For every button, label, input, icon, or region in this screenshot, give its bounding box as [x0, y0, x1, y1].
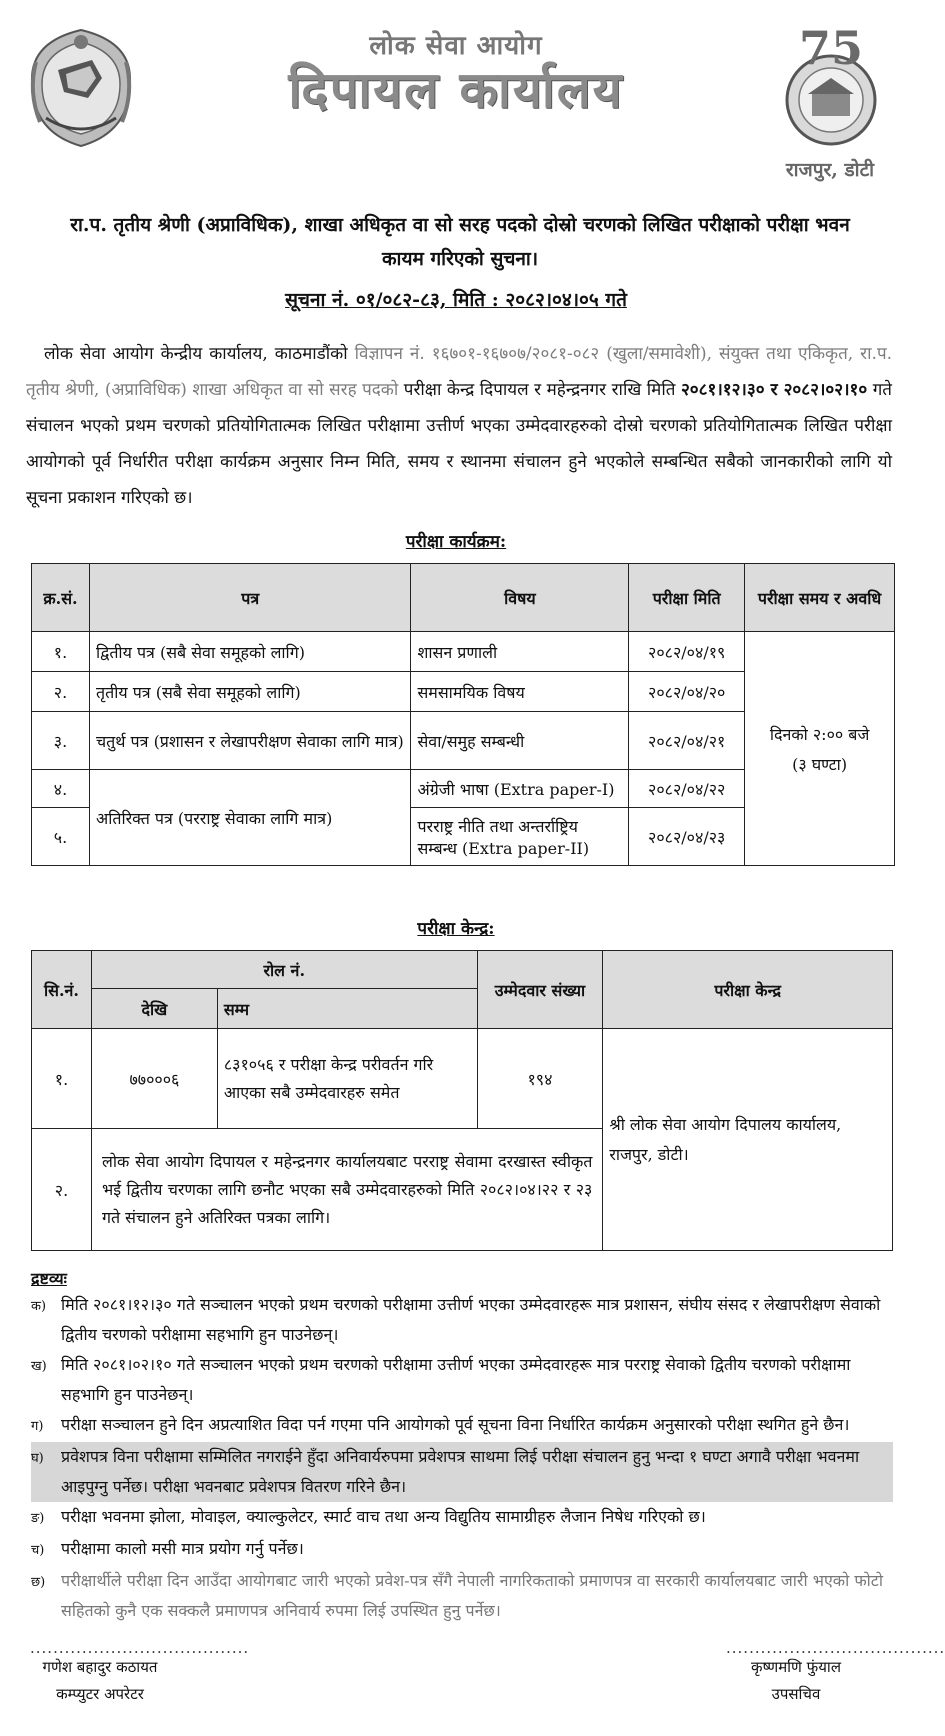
note-item: [31, 1534, 893, 1566]
header-time: परीक्षा समय र अवधि: [745, 564, 895, 632]
notes-list: [31, 1290, 893, 1626]
signatory-title: कम्प्युटर अपरेटर: [56, 1685, 144, 1703]
schedule-header-row: [32, 564, 895, 632]
note-marker: छ): [31, 1575, 46, 1590]
office-location: राजपुर, डोटी: [785, 159, 875, 181]
note-text: मिति २०८१।०२।१० गते सञ्चालन भएको प्रथम चरणको परीक्षामा उत्तीर्ण भएका उम्मेदवारहरू मात्र परराष्ट्र सेवाको द्वितीय चरणको परीक्षामा सहभागि हुन पाउनेछन्।: [61, 1355, 851, 1404]
anniversary-emblem: [772, 22, 890, 152]
centers-title: परीक्षा केन्द्र:: [417, 919, 495, 939]
note-text: परीक्षार्थीले परीक्षा दिन आउँदा आयोगबाट जारी भएको प्रवेश-पत्र सँगै नेपाली नागरिकताको प्रमाणपत्र वा सरकारी कार्यालयबाट जारी भएको फोटो सहितको कुनै एक सक्कलै प्रमाणपत्र अनिवार्य रुपमा लिई उपस्थित हुनु पर्नेछ।: [61, 1571, 884, 1620]
row-sn: ४.: [32, 770, 90, 808]
row-sn: ३.: [32, 712, 90, 770]
note-marker: ग): [31, 1419, 44, 1434]
header-sn: क्र.सं.: [32, 564, 90, 632]
row-sn: १.: [32, 1029, 92, 1129]
header-count: उम्मेदवार संख्या: [477, 951, 603, 1029]
header-to: सम्म: [217, 989, 477, 1029]
row-paper: तृतीय पत्र (सबै सेवा समूहको लागि): [89, 672, 411, 712]
note-text: परीक्षामा कालो मसी मात्र प्रयोग गर्नु पर्नेछ।: [61, 1539, 304, 1558]
row-sn: १.: [32, 632, 90, 672]
notes-title: द्रष्टव्यः: [31, 1269, 67, 1288]
row-subject: सेवा/समुह सम्बन्धी: [411, 712, 629, 770]
note-item: [31, 1502, 893, 1534]
extra-paper-note: लोक सेवा आयोग दिपायल र महेन्द्रनगर कार्यालयबाट परराष्ट्र सेवामा दरखास्त स्वीकृत भई द्वितीय चरणका लागि छनौट भएका सबै उम्मेदवारहरुको मिति २०८२।०४।२२ र २३ गते संचालन हुने अतिरिक्त पत्रका लागि।: [91, 1129, 602, 1251]
table-row: [32, 1029, 893, 1129]
exam-duration: (३ घण्टा): [792, 754, 848, 774]
note-text: प्रवेशपत्र विना परीक्षामा सम्मिलित नगराईने हुँदा अनिवार्यरुपमा प्रवेशपत्र साथमा लिई परीक्षा संचालन हुनु भन्दा १ घण्टा अगावै परीक्षा भवनमा आइपुग्नु पर्नेछ। परीक्षा भवनबाट प्रवेशपत्र वितरण गरिने छैन।: [61, 1447, 860, 1496]
header-from: देखि: [91, 989, 217, 1029]
note-marker: क): [31, 1299, 47, 1314]
header-center: परीक्षा केन्द्र: [603, 951, 893, 1029]
signature-left: [30, 1639, 250, 1708]
row-sn: २.: [32, 672, 90, 712]
schedule-title: परीक्षा कार्यक्रम:: [405, 532, 507, 552]
note-item-highlighted: [31, 1442, 893, 1502]
header-sn: सि.नं.: [32, 951, 92, 1029]
anniversary-number: 75: [798, 21, 864, 75]
note-item: [31, 1350, 893, 1410]
signatory-title: उपसचिव: [771, 1685, 821, 1703]
schedule-table: [31, 563, 895, 866]
intro-text-3: परीक्षा केन्द्र दिपायल र महेन्द्रनगर राखि मिति: [398, 380, 681, 400]
note-marker: घ): [31, 1451, 44, 1466]
row-paper: द्वितीय पत्र (सबै सेवा समूहको लागि): [89, 632, 411, 672]
notice-heading: रा.प. तृतीय श्रेणी (अप्राविधिक), शाखा अधिकृत वा सो सरह पदको दोस्रो चरणको लिखित परीक्षाको परीक्षा भवन कायम गरिएको सुचना।: [70, 214, 850, 270]
org-name-large: दिपायल कार्यालय: [288, 60, 624, 119]
note-text: परीक्षा सञ्चालन हुने दिन अप्रत्याशित विदा पर्न गएमा पनि आयोगको पूर्व सूचना विना निर्धारित कार्यक्रम अनुसारको परीक्षा स्थगित हुने छैन।: [61, 1415, 850, 1434]
row-subject: परराष्ट्र नीति तथा अन्तर्राष्ट्रिय सम्बन्ध (Extra paper-II): [411, 808, 629, 866]
header-subject: विषय: [411, 564, 629, 632]
header-roll: रोल नं.: [91, 951, 477, 989]
row-paper: चतुर्थ पत्र (प्रशासन र लेखापरीक्षण सेवाका लागि मात्र): [89, 712, 411, 770]
notice-number: सूचना नं. ०१/०८२-८३, मिति : २०८२।०४।०५ गते: [285, 289, 627, 311]
note-marker: च): [31, 1543, 45, 1558]
note-marker: ङ): [31, 1511, 45, 1526]
row-date: २०८२/०४/२०: [629, 672, 745, 712]
note-item: [31, 1566, 893, 1626]
row-date: २०८२/०४/१९: [629, 632, 745, 672]
exam-time: दिनको २:०० बजे: [769, 724, 870, 744]
table-row: [32, 632, 895, 672]
row-subject: अंग्रेजी भाषा (Extra paper-I): [411, 770, 629, 808]
intro-paragraph: [26, 336, 892, 516]
candidate-count: १९४: [477, 1029, 603, 1129]
row-sn: ५.: [32, 808, 90, 866]
row-date: २०८२/०४/२३: [629, 808, 745, 866]
note-item: [31, 1410, 893, 1442]
signature-line: ......................................: [30, 1639, 250, 1657]
center-name: श्री लोक सेवा आयोग दिपालय कार्यालय, राजपुर, डोटी।: [603, 1029, 893, 1251]
centers-header-row: [32, 951, 893, 989]
signatory-name: गणेश बहादुर कठायत: [42, 1658, 158, 1676]
row-sn: २.: [32, 1129, 92, 1251]
intro-text-2: विज्ञापन नं. १६७०१-१६७०७/२०८१-०८२ (खुला/समावेशी), संयुक्त तथा एकिकृत, रा.प. तृतीय श्रेणी, (अप्राविधिक) शाखा अधिकृत वा सो सरह पदको: [26, 344, 893, 400]
note-item: [31, 1290, 893, 1350]
row-subject: शासन प्रणाली: [411, 632, 629, 672]
row-paper: अतिरिक्त पत्र (परराष्ट्र सेवाका लागि मात्र): [89, 770, 411, 866]
note-text: परीक्षा भवनमा झोला, मोवाइल, क्याल्कुलेटर, स्मार्ट वाच तथा अन्य विद्युतिय सामाग्रीहरु लैजान निषेध गरिएको छ।: [61, 1507, 706, 1526]
intro-text-4: गते संचालन भएको प्रथम चरणको प्रतियोगितात्मक लिखित परीक्षामा उत्तीर्ण भएका उम्मेदवारहरुको दोस्रो चरणको प्रतियोगितात्मक लिखित परीक्षा आयोगको पूर्व निर्धारीत परीक्षा कार्यक्रम अनुसार निम्न मिति, समय र स्थानमा संचालन हुने भएकोले सम्बन्धित सबैको जानकारीको लागि यो सूचना प्रकाशन गरिएको छ।: [26, 380, 892, 508]
intro-text-1: लोक सेवा आयोग केन्द्रीय कार्यालय, काठमाडौंको: [44, 344, 355, 364]
note-text: मिति २०८१।१२।३० गते सञ्चालन भएको प्रथम चरणको परीक्षामा उत्तीर्ण भएका उम्मेदवारहरू मात्र प्रशासन, संघीय संसद र लेखापरीक्षण सेवाको द्वितीय चरणको परीक्षामा सहभागि हुन पाउनेछन्।: [61, 1295, 881, 1344]
roll-from: ७७०००६: [91, 1029, 217, 1129]
row-subject: समसामयिक विषय: [411, 672, 629, 712]
intro-dates: २०८१।१२।३० र २०८२।०२।१०: [680, 380, 868, 400]
header-date: परीक्षा मिति: [629, 564, 745, 632]
row-date: २०८२/०४/२२: [629, 770, 745, 808]
signature-right: [726, 1639, 945, 1708]
roll-to: ८३१०५६ र परीक्षा केन्द्र परीवर्तन गरि आएका सबै उम्मेदवारहरु समेत: [217, 1029, 477, 1129]
header-paper: पत्र: [89, 564, 411, 632]
centers-table: [31, 950, 893, 1251]
org-name-small: लोक सेवा आयोग: [369, 31, 543, 61]
note-marker: ख): [31, 1359, 47, 1374]
signature-line: ......................................: [726, 1639, 945, 1657]
row-date: २०८२/०४/२१: [629, 712, 745, 770]
signatory-name: कृष्णमणि फुंयाल: [751, 1658, 841, 1676]
exam-time-cell: [745, 632, 895, 866]
